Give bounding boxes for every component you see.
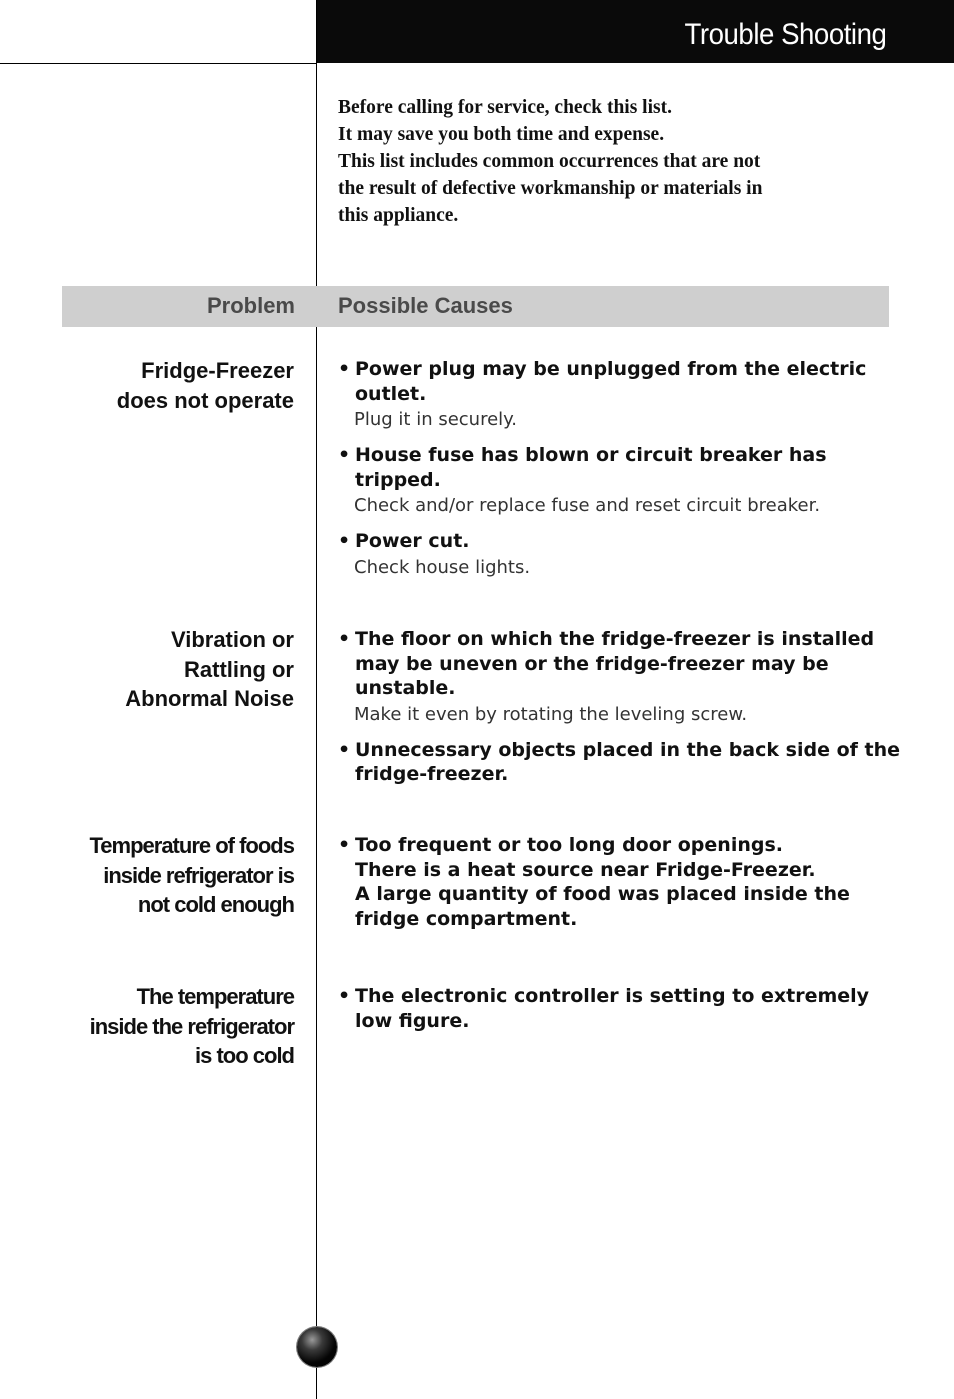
cause-text: The floor on which the fridge-freezer is installed	[355, 628, 875, 650]
cause-text: low figure.	[355, 1009, 470, 1032]
problem-line: is too cold	[195, 1043, 294, 1068]
bullet: •	[338, 834, 351, 856]
cause-remedy: Check and/or replace fuse and reset circuit breaker.	[354, 495, 821, 516]
problem-label	[44, 625, 294, 714]
cause-text: The electronic controller is setting to extremely	[355, 985, 870, 1007]
bullet: •	[338, 985, 351, 1007]
cause-text: House fuse has blown or circuit breaker has	[355, 444, 827, 466]
cause-text: fridge-freezer.	[355, 763, 509, 785]
cause-remedy: Plug it in securely.	[354, 409, 517, 430]
intro-line: Before calling for service, check this list.	[338, 97, 672, 118]
bullet: •	[338, 444, 351, 466]
cause-text: unstable.	[355, 677, 456, 699]
column-header-causes: Possible Causes	[338, 293, 513, 318]
column-header-problem: Problem	[206, 293, 295, 318]
problem-line: not cold enough	[137, 892, 294, 917]
intro-text	[338, 94, 858, 229]
cause-text: outlet.	[355, 382, 427, 405]
header-rule	[0, 63, 317, 64]
causes-list	[338, 984, 898, 1042]
bullet: •	[338, 628, 351, 650]
problem-line: Vibration or	[170, 627, 294, 652]
column-divider	[316, 0, 317, 1399]
cause-remedy: Make it even by rotating the leveling screw.	[354, 703, 748, 725]
problem-line: inside refrigerator is	[103, 862, 294, 888]
problem-label	[44, 982, 294, 1071]
problem-line: Temperature of foods	[89, 833, 294, 858]
cause-text: fridge compartment.	[355, 907, 578, 930]
problem-line: does not operate	[116, 387, 294, 413]
problem-line: Rattling or	[184, 656, 294, 682]
cause-item	[338, 357, 898, 434]
cause-text: Too frequent or too long door openings.	[355, 834, 783, 856]
cause-text: may be uneven or the fridge-freezer may be	[355, 652, 829, 675]
cause-item	[338, 738, 898, 787]
bullet: •	[338, 530, 351, 552]
bullet: •	[338, 358, 351, 380]
cause-item	[338, 529, 898, 582]
page-marker-dot	[297, 1327, 337, 1367]
cause-item	[338, 833, 898, 931]
cause-text: tripped.	[355, 468, 441, 491]
causes-list	[338, 833, 898, 940]
intro-line: It may save you both time and expense.	[338, 124, 665, 145]
problem-label	[44, 831, 294, 920]
bullet: •	[338, 738, 351, 761]
cause-item	[338, 443, 898, 520]
intro-line: This list includes common occurrences that are not	[338, 151, 761, 172]
cause-text: Unnecessary objects placed in the back side of the	[355, 738, 900, 761]
cause-text: Power plug may be unplugged from the electric	[355, 358, 867, 380]
intro-line: this appliance.	[338, 205, 459, 226]
cause-text: A large quantity of food was placed inside the	[355, 883, 850, 905]
problem-line: inside the refrigerator	[89, 1013, 294, 1039]
intro-line: the result of defective workmanship or materials in	[338, 178, 763, 199]
problem-line: Abnormal Noise	[125, 686, 294, 711]
causes-list	[338, 357, 898, 591]
cause-text: There is a heat source near Fridge-Freezer.	[355, 858, 816, 881]
cause-item	[338, 984, 898, 1033]
problem-line: Fridge-Freezer	[141, 358, 294, 383]
causes-list	[338, 627, 898, 796]
cause-item	[338, 627, 898, 729]
problem-line: The temperature	[136, 984, 294, 1009]
problem-label	[44, 356, 294, 415]
cause-text: Power cut.	[355, 530, 470, 552]
cause-remedy: Check house lights.	[354, 556, 531, 578]
page-title: Trouble Shooting	[684, 18, 886, 51]
